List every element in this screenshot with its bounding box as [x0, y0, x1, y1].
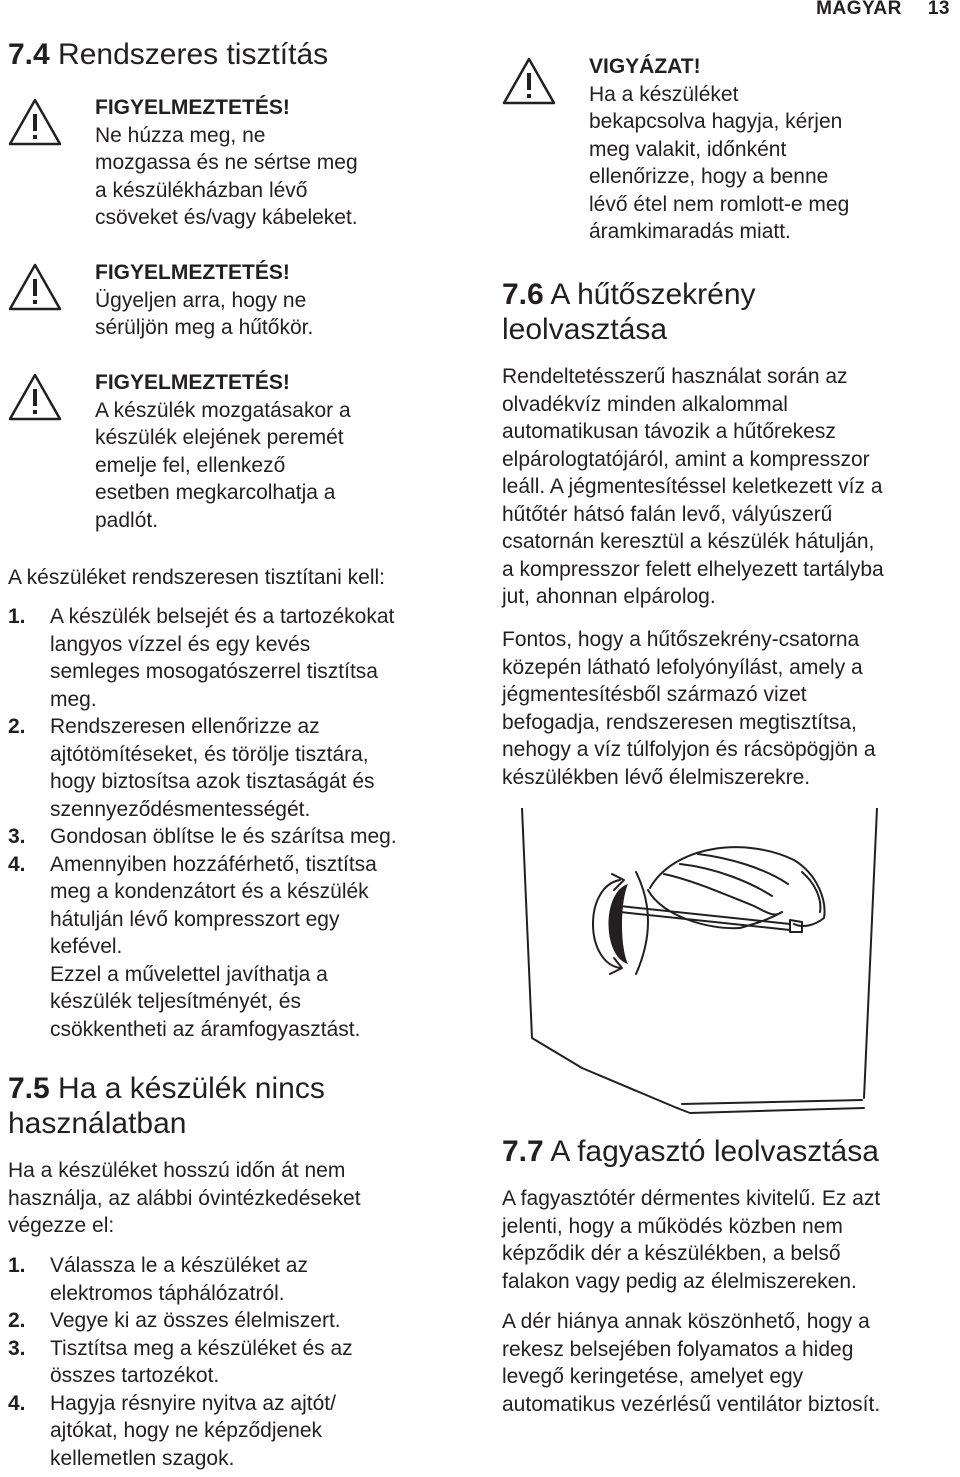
warning-block-2 [8, 259, 470, 342]
page-number: 13 [927, 0, 950, 19]
step-line: Gondosan öblítse le és szárítsa meg. [50, 825, 397, 848]
step-line: készülék teljesítményét, és [50, 990, 301, 1013]
caution-line: lévő étel nem romlott-e meg [589, 192, 850, 216]
step-line: hátulján lévő kompresszort egy [50, 907, 340, 931]
warning-line: esetben megkarcolhatja a [95, 481, 336, 504]
warning-line: csöveket és/vagy kábeleket. [95, 206, 358, 229]
step-line: kefével. [50, 935, 123, 958]
step-line: Válassza le a készüléket az [50, 1254, 308, 1277]
caution-block [502, 53, 960, 246]
warning-line: mozgassa és ne sértse meg [95, 151, 358, 174]
not-in-use-steps-list [8, 1252, 470, 1472]
step-number: 2. [8, 1309, 26, 1332]
list-item [8, 1335, 470, 1390]
warning-title: FIGYELMEZTETÉS! [95, 371, 290, 394]
step-line: szennyeződésmentességét. [50, 797, 311, 821]
step-line: hogy biztosítsa azok tisztaságát és [50, 770, 375, 793]
caution-line: Ha a készüléket [589, 82, 739, 106]
warning-triangle-icon [8, 263, 62, 311]
warning-block-3 [8, 369, 470, 534]
warning-line: emelje fel, ellenkező [95, 453, 286, 477]
warning-line: sérüljön meg a hűtőkör. [95, 316, 314, 339]
section-7-6-heading: 7.6 A hűtőszekrény leolvasztása [502, 278, 756, 346]
step-line: A készülék belsejét és a tartozékokat [50, 605, 395, 628]
warning-block-1 [8, 94, 470, 232]
section-7-5-heading: 7.5 Ha a készülék nincs használatban [8, 1072, 325, 1140]
freezer-paragraph-2: A dér hiánya annak köszönhető, hogy a rekesz belsejében folyamatos a hideg levegő keringetése, amelyet egy automatikus vezérlésű ventilátor biztosít. [502, 1310, 881, 1416]
list-item [8, 1307, 470, 1335]
warning-line: A készülék mozgatásakor a [95, 398, 351, 422]
step-line: elektromos táphálózatról. [50, 1281, 285, 1305]
step-line: Ezzel a művelettel javíthatja a [50, 962, 328, 986]
cleaning-intro: A készüléket rendszeresen tisztítani kell: [8, 566, 386, 589]
step-line: meg a kondenzátort és a készülék [50, 880, 369, 903]
step-line: ajtókat, hogy ne képződjenek [50, 1419, 323, 1442]
warning-line: a készülékházban lévő [95, 178, 308, 202]
warning-triangle-icon [8, 98, 62, 146]
section-7-4-heading: 7.4 Rendszeres tisztítás [8, 38, 329, 71]
warning-line: készülék elejének peremét [95, 426, 344, 449]
drain-cleaning-illustration [502, 808, 954, 1118]
page-header [816, 0, 950, 22]
step-number: 4. [8, 1391, 26, 1415]
step-line: Tisztítsa meg a készüléket és az [50, 1336, 353, 1360]
list-item [8, 713, 470, 823]
freezer-paragraph-1: A fagyasztótér dérmentes kivitelű. Ez azt jelenti, hogy a működés közben nem képződik dér a készülékben, a belső falakon vagy pedig az élelmiszereken. [502, 1187, 881, 1293]
drain-cleaning-figure [502, 808, 954, 1118]
step-line: ajtótömítéseket, és törölje tisztára, [50, 742, 369, 766]
section-7-7-heading: 7.7 A fagyasztó leolvasztása [502, 1135, 879, 1168]
caution-line: ellenőrizze, hogy a benne [589, 165, 829, 188]
step-line: összes tartozékot. [50, 1364, 220, 1387]
step-number: 3. [8, 1336, 26, 1360]
warning-line: Ügyeljen arra, hogy ne [95, 288, 307, 312]
step-number: 4. [8, 852, 26, 876]
step-line: Hagyja résnyire nyitva az ajtót/ [50, 1391, 336, 1415]
section-7-5-intro: Ha a készüléket hosszú időn át nem használja, az alábbi óvintézkedéseket végezze el: [8, 1159, 361, 1237]
step-line: langyos vízzel és egy kevés [50, 632, 311, 656]
warning-line: Ne húzza meg, ne [95, 123, 266, 147]
defrost-paragraph-1: Rendeltetésszerű használat során az olvadékvíz minden alkalommal automatikusan távozik a hűtőrekesz elpárologtatójáról, amint a kompresszor leáll. A jégmentesítéssel keletkezett víz a hűtőtér hátsó falán levő, vályúszerű csatornán keresztül a készülék hátulján, a kompresszor felett elhelyezett tartályba jut, ahonnan elpárolog. [502, 365, 884, 608]
warning-triangle-icon [502, 57, 556, 105]
header-language: MAGYAR [816, 0, 902, 19]
step-number: 2. [8, 715, 26, 738]
list-item [8, 1252, 470, 1307]
step-line: Rendszeresen ellenőrizze az [50, 715, 320, 738]
step-number: 3. [8, 825, 26, 848]
warning-line: padlót. [95, 508, 159, 532]
warning-title: FIGYELMEZTETÉS! [95, 261, 290, 284]
step-number: 1. [8, 1254, 26, 1277]
list-item [8, 603, 470, 713]
step-line: semleges mosogatószerrel tisztítsa [50, 660, 378, 683]
caution-title: VIGYÁZAT! [589, 55, 701, 78]
caution-line: meg valakit, időnként [589, 137, 787, 161]
defrost-paragraph-2: Fontos, hogy a hűtőszekrény-csatorna közepén látható lefolyónyílást, amely a jégmentesítésből származó vizet befogadja, rendszeresen megtisztítsa, nehogy a víz túlfolyjon és rácsöpögjön a készülékben lévő élelmiszerekre. [502, 628, 876, 789]
step-line: meg. [50, 687, 97, 711]
list-item [8, 851, 470, 1044]
step-line: Vegye ki az összes élelmiszert. [50, 1309, 341, 1332]
list-item [8, 823, 470, 851]
warning-title: FIGYELMEZTETÉS! [95, 96, 290, 119]
step-line: csökkentheti az áramfogyasztást. [50, 1017, 361, 1041]
caution-line: bekapcsolva hagyja, kérjen [589, 110, 843, 133]
caution-line: áramkimaradás miatt. [589, 220, 791, 243]
warning-triangle-icon [8, 373, 62, 421]
step-number: 1. [8, 605, 26, 628]
step-line: Amennyiben hozzáférhető, tisztítsa [50, 852, 377, 876]
step-line: kellemetlen szagok. [50, 1446, 235, 1470]
cleaning-steps-list [8, 603, 470, 1043]
list-item [8, 1390, 470, 1473]
